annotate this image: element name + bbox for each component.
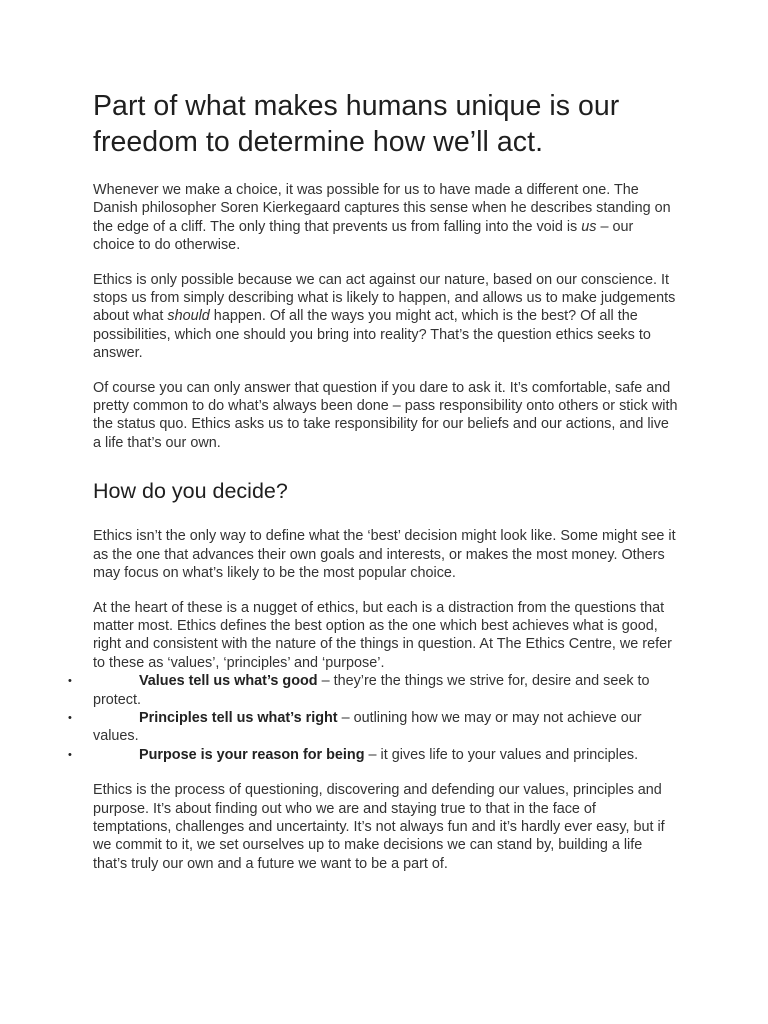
list-item-values-bold: Values tell us what’s good (139, 673, 318, 690)
values-list (68, 672, 678, 764)
intro-paragraph-2-emphasis: should (167, 308, 210, 325)
decide-paragraph-1: Ethics isn’t the only way to define what the ‘best’ decision might look like. Some might see it as the one that advances their own goals and interests, or makes the most money. Others may focus on what’s likely to be the most popular choice. (93, 528, 676, 582)
page-title: Part of what makes humans unique is our freedom to determine how we’ll act. (93, 90, 620, 158)
decide-paragraph-2: At the heart of these is a nugget of ethics, but each is a distraction from the questions that matter most. Ethics defines the best option as the one which best achieves what is good, right and consistent with the nature of the things in question. At The Ethics Centre, we refer to these as ‘values’, ‘principles’ and ‘purpose’. (93, 599, 672, 671)
list-item-values-text: – they’re the things we strive for, desire and seek to protect. (93, 673, 650, 708)
bullet-icon: • (68, 748, 72, 761)
intro-paragraph-1 (93, 181, 678, 255)
intro-paragraph-2 (93, 271, 678, 363)
intro-paragraph-2-text-a: Ethics is only possible because we can act against our nature, based on our conscience. It stops us from simply describing what is likely to happen, and allows us to make judgements about what (93, 271, 676, 325)
list-item-purpose-bold: Purpose is your reason for being (139, 746, 365, 763)
intro-paragraph-3: Of course you can only answer that question if you dare to ask it. It’s comfortable, safe and pretty common to do what’s always been done – pass responsibility onto others or stick with the status quo. Ethics asks us to take responsibility for our beliefs and our actions, and live a life that’s our own. (93, 379, 678, 451)
document-page (68, 88, 678, 889)
bullet-icon: • (68, 675, 72, 688)
intro-paragraph-1-text-a: Whenever we make a choice, it was possible for us to have made a different one. The Danish philosopher Soren Kierkegaard captures this sense when he describes standing on the edge of a cliff. The only thing that prevents us from falling into the void is (93, 182, 671, 235)
list-item-principles (68, 709, 678, 746)
list-item-values (68, 672, 678, 709)
list-item-principles-bold: Principles tell us what’s right (139, 709, 338, 726)
decide-paragraph-3: Ethics is the process of questioning, discovering and defending our values, principles and purpose. It’s about finding out who we are and staying true to that in the face of temptations, challenges and uncertainty. It’s not always fun and it’s hardly ever easy, but if we commit to it, we set ourselves up to make decisions we can stand by, building a life that’s truly our own and a future we want to be a part of. (93, 782, 665, 872)
list-item-purpose-text: – it gives life to your values and principles. (364, 746, 639, 763)
section-heading-how-do-you-decide: How do you decide? (93, 479, 288, 504)
list-item-principles-text: – outlining how we may or may not achieve our values. (93, 709, 642, 745)
intro-paragraph-1-emphasis: us (581, 218, 597, 235)
bullet-icon: • (68, 711, 72, 724)
intro-paragraph-2-text-b: happen. Of all the ways you might act, which is the best? Of all the possibilities, which one should you bring into reality? That’s the question ethics seeks to answer. (93, 308, 651, 362)
list-item-purpose (68, 746, 678, 764)
intro-paragraph-1-text-b: – our choice to do otherwise. (93, 218, 634, 254)
